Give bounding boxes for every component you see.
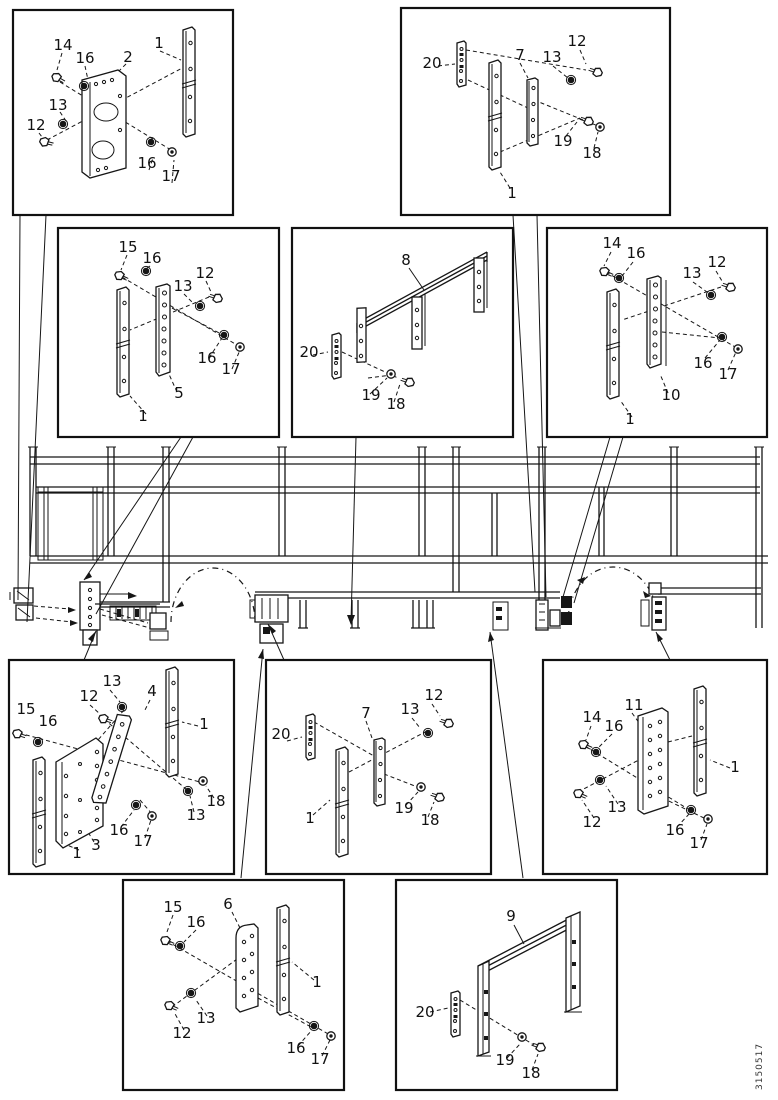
detail-box-bottom-right	[396, 880, 617, 1090]
nut-icon	[195, 301, 204, 310]
nut-icon	[717, 332, 726, 341]
part-label: 15	[163, 898, 183, 916]
bracket-rear-left	[535, 596, 572, 630]
part-label: 1	[305, 809, 315, 827]
part-label: 1	[312, 973, 322, 991]
bolt-icon	[439, 715, 455, 729]
part-label: 12	[582, 813, 602, 831]
part-label: 18	[582, 144, 602, 162]
nut-icon	[131, 800, 140, 809]
part-label: 13	[102, 672, 122, 690]
bolt-icon	[163, 1000, 179, 1015]
part-20-strip	[332, 333, 341, 379]
bolt-icon	[588, 64, 604, 78]
washer-icon	[168, 148, 176, 156]
arch-arrow-icon	[175, 601, 184, 608]
part-label: 12	[172, 1024, 192, 1042]
part-label: 13	[196, 1009, 216, 1027]
bolt-icon	[50, 71, 66, 86]
part-label: 17	[718, 365, 738, 383]
part-label: 13	[682, 264, 702, 282]
part-label: 16	[109, 821, 129, 839]
part-label: 15	[118, 238, 138, 256]
part-1-sill-strip	[488, 60, 502, 170]
part-label: 16	[286, 1039, 306, 1057]
part-label: 16	[626, 244, 646, 262]
bolt-icon	[572, 788, 588, 803]
part-9-support-rail	[476, 912, 582, 1056]
chassis-crossmember-legs	[298, 600, 508, 630]
part-label: 17	[310, 1050, 330, 1068]
part-label: 14	[602, 234, 622, 252]
bolt-icon	[430, 789, 446, 803]
part-label: 18	[420, 811, 440, 829]
left-wheel-arch	[171, 568, 255, 622]
bracket-rear-right	[641, 583, 666, 630]
nut-icon	[183, 786, 192, 795]
detail-box-mid-left	[58, 228, 279, 437]
part-label: 13	[542, 48, 562, 66]
part-1-sill-strip	[606, 289, 620, 399]
part-1-sill-strip	[693, 686, 707, 796]
nut-icon	[146, 137, 155, 146]
part-label: 14	[53, 36, 73, 54]
part-label: 17	[221, 360, 241, 378]
part-label: 5	[174, 384, 184, 402]
part-label: 20	[299, 343, 319, 361]
nut-icon	[219, 330, 228, 339]
part-8-support-rail	[357, 252, 487, 362]
part-label: 12	[424, 686, 444, 704]
nut-icon	[33, 737, 42, 746]
part-label: 12	[195, 264, 215, 282]
nut-icon	[58, 119, 67, 128]
part-label: 3	[91, 836, 101, 854]
part-1-sill-strip	[116, 287, 130, 397]
bracket-left-end	[10, 588, 78, 626]
detail-box-lower-center	[266, 660, 491, 874]
chassis-window-panel	[38, 487, 103, 560]
part-5-strip	[156, 284, 170, 376]
detail-box-lower-left	[9, 660, 234, 874]
part-6-mount-plate	[236, 924, 258, 1012]
bolt-icon	[721, 279, 737, 293]
part-label: 1	[199, 715, 209, 733]
part-label: 16	[38, 712, 58, 730]
part-20-strip	[451, 991, 460, 1037]
washer-icon	[596, 123, 604, 131]
bolt-icon	[159, 935, 175, 950]
part-label: 16	[137, 154, 157, 172]
washer-icon	[518, 1033, 526, 1041]
part-label: 16	[142, 249, 162, 267]
part-1-sill-strip	[335, 747, 349, 857]
part-label: 13	[607, 798, 627, 816]
bolt-icon	[11, 728, 27, 742]
part-label: 16	[693, 354, 713, 372]
part-label: 12	[26, 116, 46, 134]
part-1-sill-strip	[165, 667, 179, 777]
part-label: 7	[361, 704, 371, 722]
nut-icon	[186, 988, 195, 997]
part-label: 7	[515, 46, 525, 64]
part-label: 17	[689, 834, 709, 852]
nut-icon	[423, 728, 432, 737]
part-label: 12	[707, 253, 727, 271]
part-label: 13	[186, 806, 206, 824]
nut-icon	[566, 75, 575, 84]
washer-icon	[199, 777, 207, 785]
washer-icon	[236, 343, 244, 351]
washer-icon	[734, 345, 742, 353]
part-label: 1	[72, 844, 82, 862]
part-label: 11	[624, 696, 644, 714]
part-label: 14	[582, 708, 602, 726]
part-label: 19	[553, 132, 573, 150]
part-label: 10	[661, 386, 681, 404]
bracket-mid-mount	[250, 595, 288, 643]
bolt-icon	[531, 1039, 547, 1053]
bolt-icon	[208, 290, 224, 304]
nut-icon	[141, 266, 150, 275]
nut-icon	[117, 702, 126, 711]
part-label: 20	[415, 1003, 435, 1021]
part-10-strip	[647, 276, 666, 368]
part-11-mount-plate	[638, 708, 668, 814]
part-label: 13	[48, 96, 68, 114]
bolt-icon	[113, 270, 129, 285]
part-label: 1	[138, 407, 148, 425]
washer-icon	[327, 1032, 335, 1040]
part-label: 12	[567, 32, 587, 50]
part-label: 1	[507, 184, 517, 202]
part-label: 20	[271, 725, 291, 743]
part-7-strip	[527, 78, 538, 146]
bolt-icon	[579, 113, 595, 127]
part-1-sill-strip	[276, 905, 290, 1015]
part-label: 6	[223, 895, 233, 913]
part-label: 16	[604, 717, 624, 735]
part-label: 8	[401, 251, 411, 269]
part-label: 15	[16, 700, 36, 718]
detail-box-mid-right	[547, 228, 767, 437]
part-label: 19	[394, 799, 414, 817]
part-20-strip	[306, 714, 315, 760]
washer-icon	[387, 370, 395, 378]
part-label: 1	[625, 410, 635, 428]
part-20-strip	[457, 41, 466, 87]
nut-icon	[614, 273, 623, 282]
part-label: 13	[173, 277, 193, 295]
part-label: 2	[123, 48, 133, 66]
part-label: 16	[197, 349, 217, 367]
washer-icon	[417, 783, 425, 791]
chassis-side-view	[10, 447, 768, 645]
part-label: 20	[422, 54, 442, 72]
detail-box-lower-right	[543, 660, 767, 874]
detail-box-bottom-left	[123, 880, 344, 1090]
drawing-number: 3150517	[755, 1042, 765, 1090]
bolt-icon	[39, 136, 55, 149]
detail-box-mid-center	[292, 228, 513, 437]
part-label: 18	[206, 792, 226, 810]
part-label: 16	[186, 913, 206, 931]
part-label: 19	[361, 386, 381, 404]
part-label: 16	[75, 49, 95, 67]
part-label: 17	[133, 832, 153, 850]
part-label: 16	[665, 821, 685, 839]
part-7-strip	[374, 738, 385, 806]
nut-icon	[79, 81, 88, 90]
detail-box-top-right	[401, 8, 670, 215]
detail-box-top-left	[13, 10, 233, 215]
part-1-sill-strip	[32, 757, 46, 867]
washer-icon	[704, 815, 712, 823]
nut-icon	[309, 1021, 318, 1030]
nut-icon	[686, 805, 695, 814]
bolt-icon	[400, 374, 416, 388]
nut-icon	[706, 290, 715, 299]
part-label: 1	[730, 758, 740, 776]
part-label: 19	[495, 1051, 515, 1069]
part-label: 9	[506, 907, 516, 925]
nut-icon	[595, 775, 604, 784]
part-label: 12	[79, 687, 99, 705]
part-label: 13	[400, 700, 420, 718]
nut-icon	[591, 747, 600, 756]
part-label: 4	[147, 682, 157, 700]
part-label: 18	[521, 1064, 541, 1082]
part-label: 17	[161, 167, 181, 185]
bolt-icon	[598, 266, 614, 281]
part-1-sill-strip	[182, 27, 196, 137]
washer-icon	[148, 812, 156, 820]
part-label: 1	[154, 34, 164, 52]
part-label: 18	[386, 395, 406, 413]
nut-icon	[175, 941, 184, 950]
